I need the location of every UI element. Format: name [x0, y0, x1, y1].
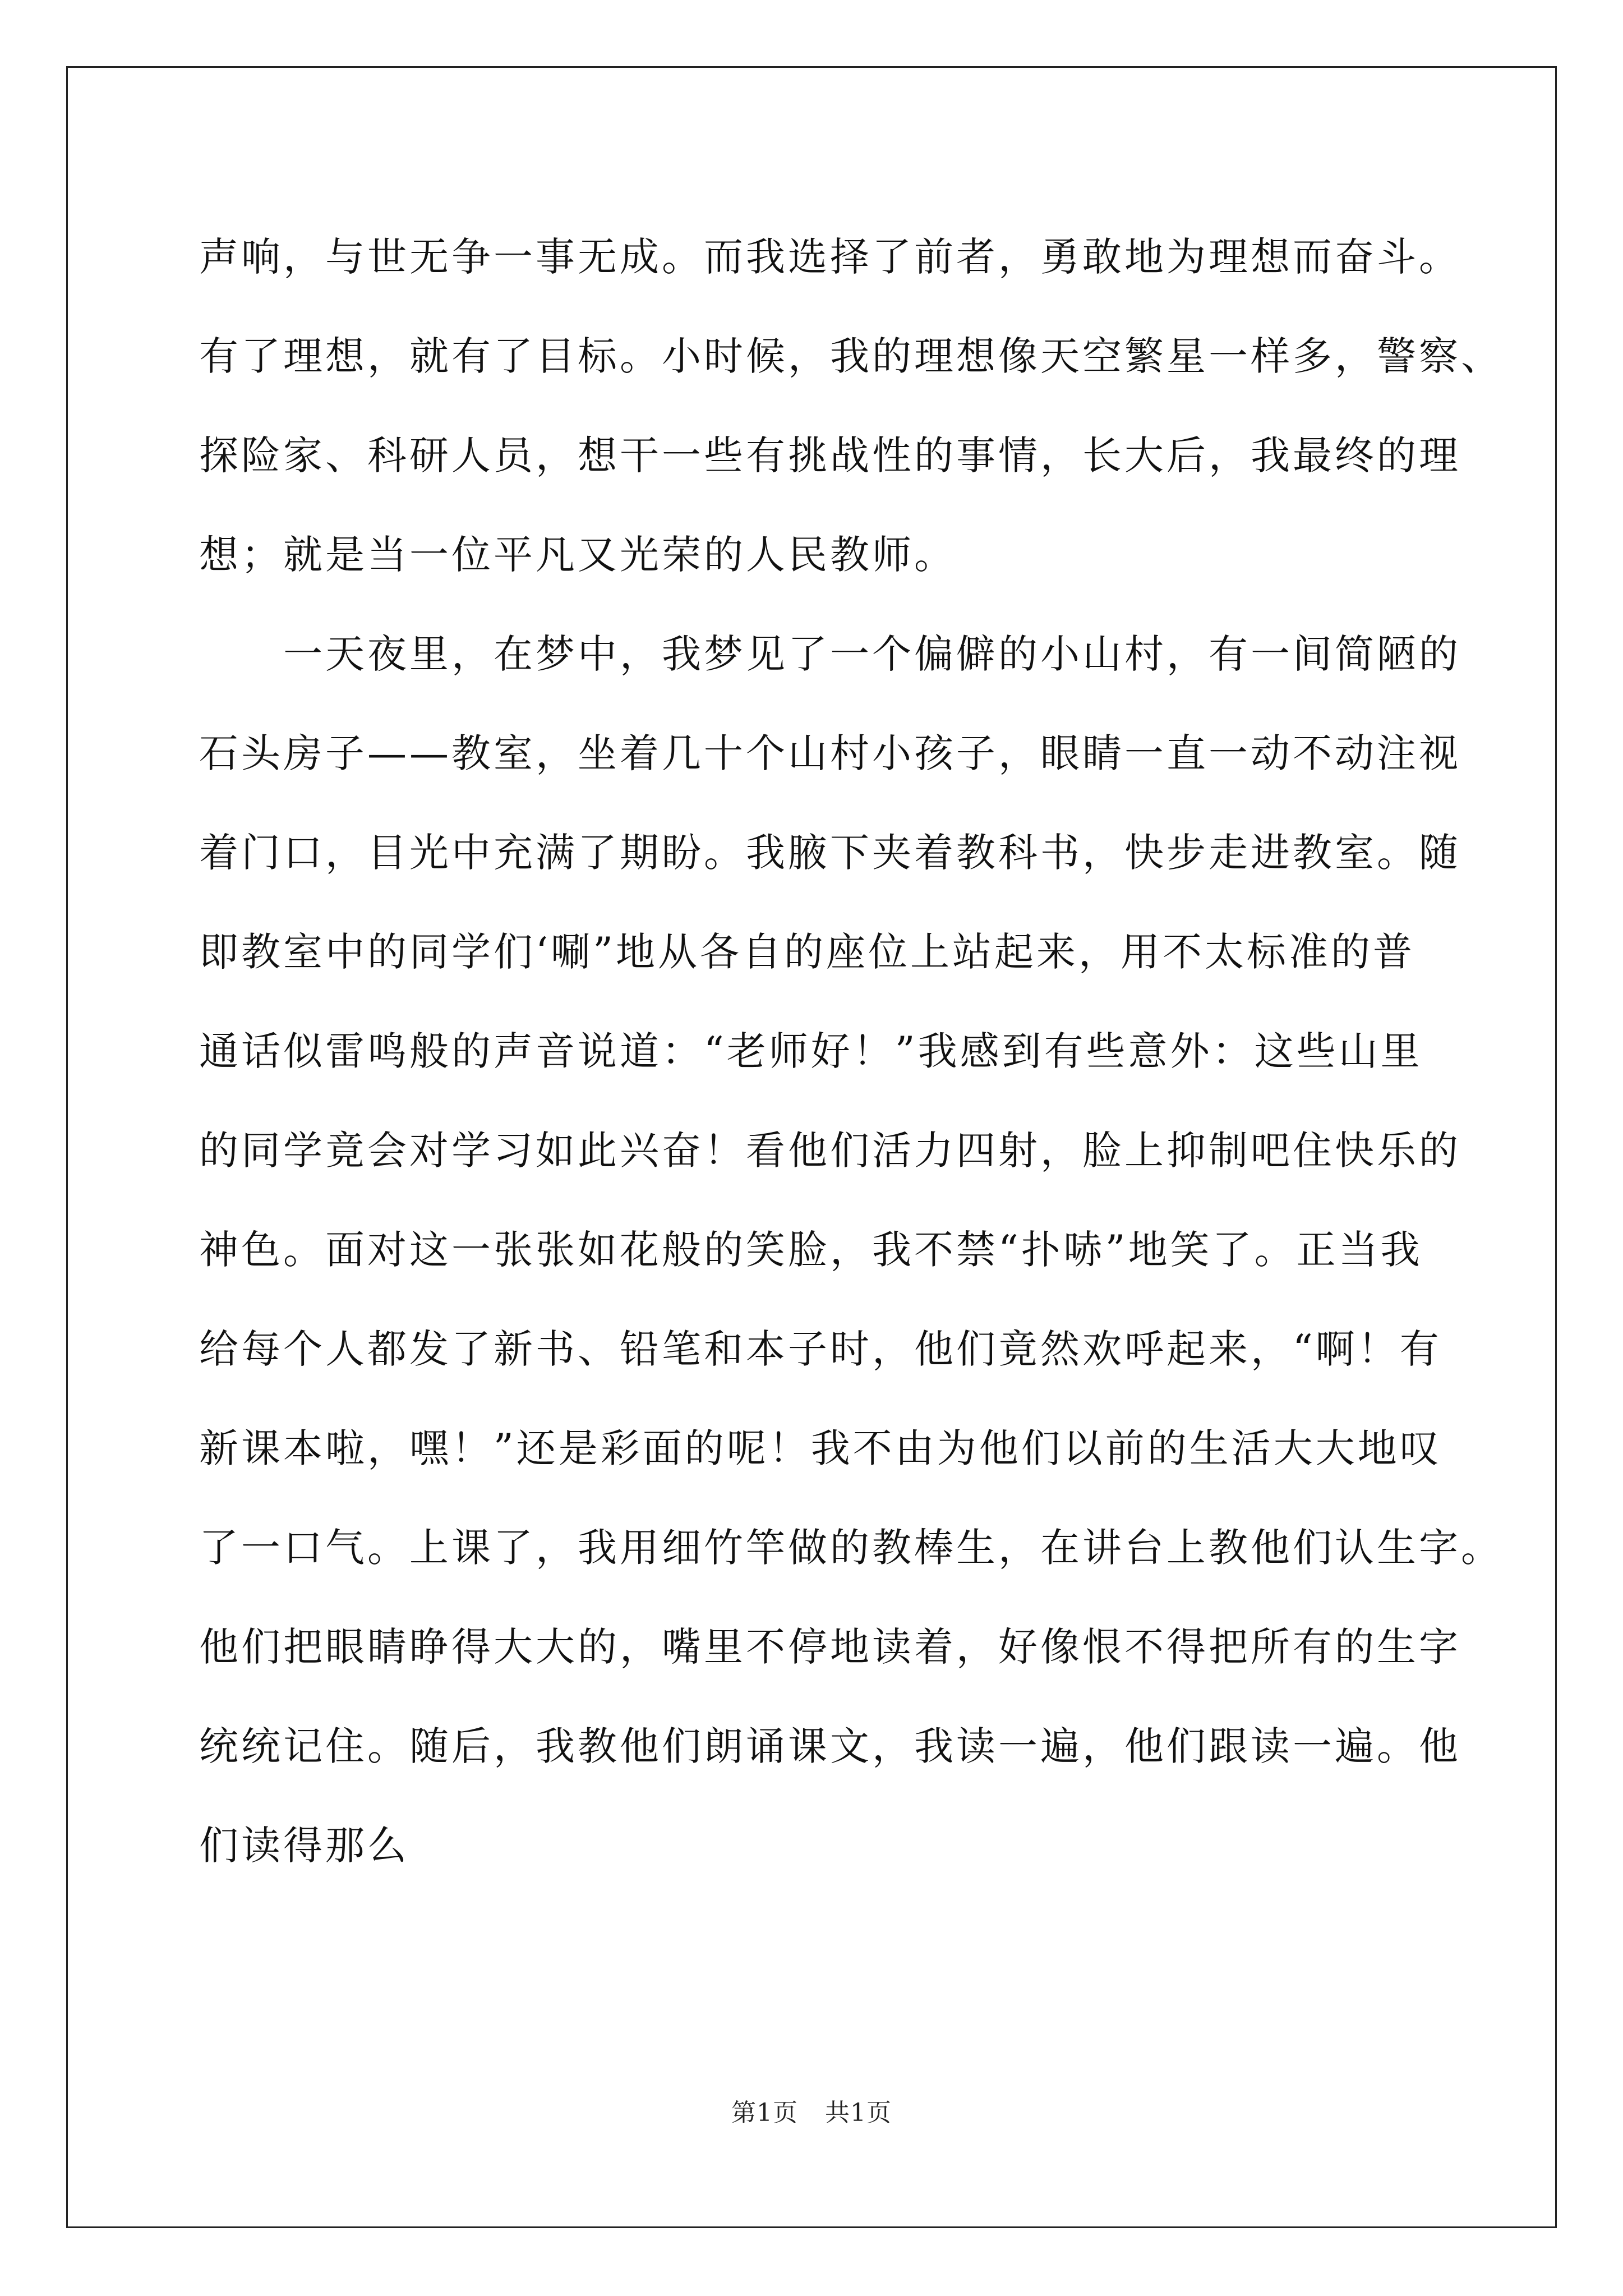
text-line: 的同学竟会对学习如此兴奋！看他们活力四射，脸上抑制吧住快乐的 [199, 1128, 1461, 1174]
text-line: 给每个人都发了新书、铅笔和本子时，他们竟然欢呼起来，“啊！有 [199, 1326, 1442, 1372]
text-line: 神色。面对这一张张如花般的笑脸，我不禁“扑哧”地笑了。正当我 [199, 1227, 1423, 1273]
page-number-current: 第1页 [731, 2099, 798, 2127]
text-line: 一天夜里，在梦中，我梦见了一个偏僻的小山村，有一间简陋的 [199, 631, 1461, 677]
text-line: 们读得那么 [199, 1823, 409, 1869]
text-line: 新课本啦，嘿！”还是彩面的呢！我不由为他们以前的生活大大地叹 [199, 1425, 1442, 1471]
text-line: 通话似雷鸣般的声音说道：“老师好！”我感到有些意外：这些山里 [199, 1028, 1423, 1074]
text-line: 有了理想，就有了目标。小时候，我的理想像天空繁星一样多，警察、 [199, 333, 1503, 379]
page-footer [0, 2092, 1623, 2128]
text-line: 声响，与世无争一事无成。而我选择了前者，勇敢地为理想而奋斗。 [199, 234, 1461, 280]
text-line: 他们把眼睛睁得大大的，嘴里不停地读着，好像恨不得把所有的生字 [199, 1624, 1461, 1670]
text-line: 石头房子——教室，坐着几十个山村小孩子，眼睛一直一动不动注视 [199, 730, 1461, 776]
page-number-total: 共1页 [825, 2099, 892, 2127]
text-line: 即教室中的同学们‘唰”地从各自的座位上站起来，用不太标准的普 [199, 929, 1415, 975]
text-line: 统统记住。随后，我教他们朗诵课文，我读一遍，他们跟读一遍。他 [199, 1723, 1461, 1769]
text-line: 着门口，目光中充满了期盼。我腋下夹着教科书，快步走进教室。随 [199, 830, 1461, 876]
text-line: 探险家、科研人员，想干一些有挑战性的事情，长大后，我最终的理 [199, 432, 1461, 478]
text-line: 了一口气。上课了，我用细竹竿做的教棒生，在讲台上教他们认生字。 [199, 1525, 1503, 1571]
document-body [199, 208, 1503, 1895]
text-line: 想；就是当一位平凡又光荣的人民教师。 [199, 532, 956, 578]
